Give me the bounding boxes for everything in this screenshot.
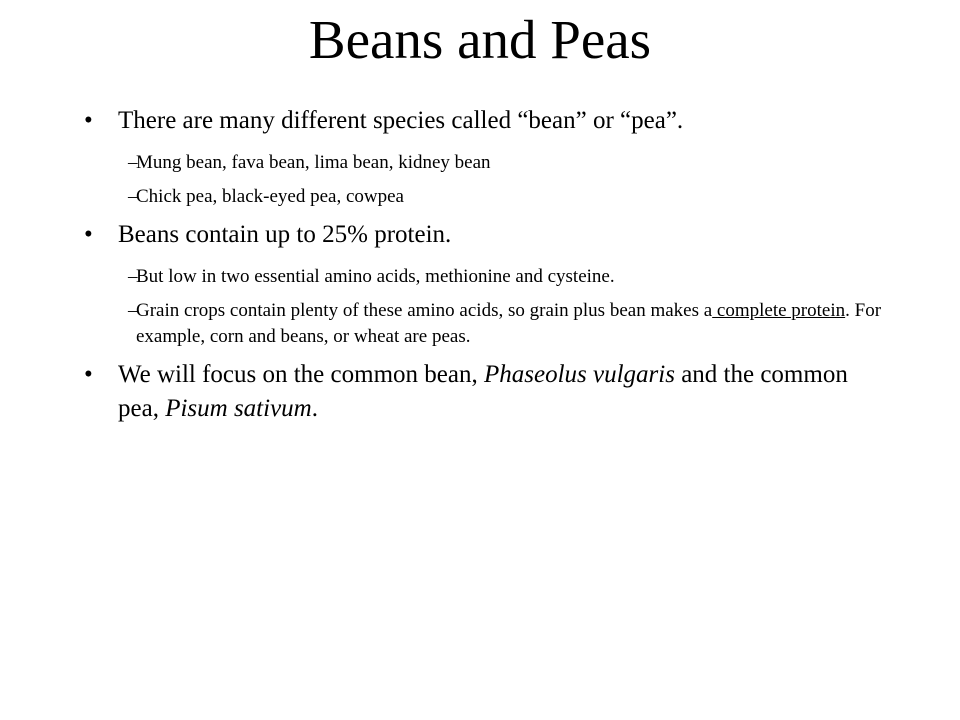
sub-text-part1: Grain crops contain plenty of these amino acids, so grain plus bean makes a bbox=[136, 300, 713, 321]
bullet-dot: • bbox=[84, 221, 93, 248]
sub-text: Chick pea, black-eyed pea, cowpea bbox=[136, 186, 404, 207]
sub-item-complete-protein bbox=[84, 298, 884, 350]
sub-text-part2: . For example, corn and beans, or wheat are peas. bbox=[136, 300, 882, 347]
sub-text bbox=[113, 298, 884, 350]
complete-protein-link[interactable]: complete protein bbox=[712, 300, 846, 321]
sub-item-beans bbox=[84, 150, 884, 176]
slide-title: Beans and Peas bbox=[308, 9, 652, 70]
sub-dash: – bbox=[128, 186, 138, 207]
sub-dash: – bbox=[128, 266, 138, 287]
bullet-text-part3: . bbox=[311, 395, 318, 422]
bullet-focus bbox=[84, 358, 884, 426]
sub-text: Mung bean, fava bean, lima bean, kidney bean bbox=[136, 152, 491, 173]
sub-list-protein bbox=[84, 264, 884, 350]
bullet-dot: • bbox=[84, 361, 93, 388]
sub-item-amino-low bbox=[84, 264, 884, 290]
sub-item-peas bbox=[84, 184, 884, 210]
bullet-dot: • bbox=[84, 107, 93, 134]
bullet-text-part2: and the common pea, bbox=[118, 361, 848, 422]
species-name-bean: Phaseolus vulgaris bbox=[483, 361, 675, 388]
bullet-protein bbox=[84, 218, 884, 252]
bullet-text: Beans contain up to 25% protein. bbox=[118, 221, 452, 248]
bullet-list bbox=[84, 104, 884, 438]
sub-list-species bbox=[84, 150, 884, 210]
sub-dash: – bbox=[128, 152, 138, 173]
sub-text: But low in two essential amino acids, methionine and cysteine. bbox=[136, 266, 615, 287]
species-name-pea: Pisum sativum bbox=[165, 395, 312, 422]
bullet-text: There are many different species called “bean” or “pea”. bbox=[118, 107, 684, 134]
bullet-text bbox=[118, 361, 848, 422]
bullet-text-part1: We will focus on the common bean, bbox=[118, 361, 484, 388]
bullet-species bbox=[84, 104, 884, 138]
sub-dash: – bbox=[128, 300, 138, 321]
